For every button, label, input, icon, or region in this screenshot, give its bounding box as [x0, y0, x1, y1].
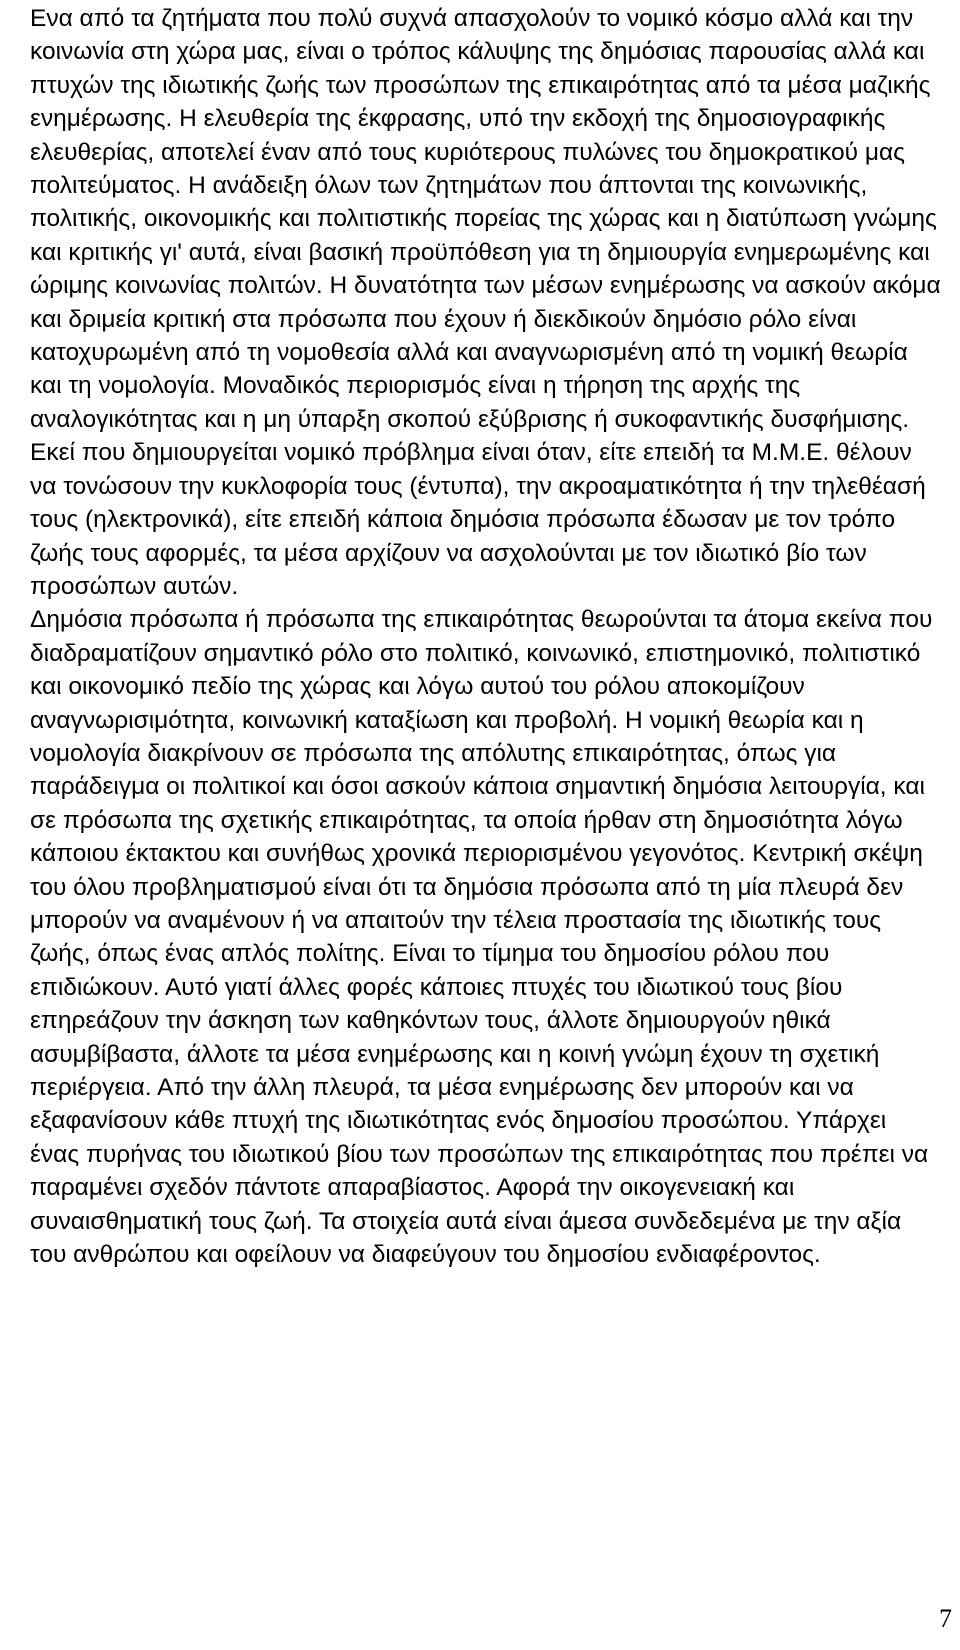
paragraph-media-freedom: Ενα από τα ζητήματα που πολύ συχνά απασχολούν το νομικό κόσμο αλλά και την κοινωνία στη χώρα μας, είναι ο τρόπος κάλυψης της δημόσιας παρουσίας αλλά και πτυχών της ιδιωτικής ζωής των προσώπων της επικαιρότητας από τα μέσα μαζικής ενημέρωσης. Η ελευθερία της έκφρασης, υπό την εκδοχή της δημοσιογραφικής ελευθερίας, αποτελεί έναν από τους κυριότερους πυλώνες του δημοκρατικού μας πολιτεύματος. Η ανάδειξη όλων των ζητημάτων που άπτονται της κοινωνικής, πολιτικής, οικονομικής και πολιτιστικής πορείας της χώρας και η διατύπωση γνώμης και κριτικής γι' αυτά, είναι βασική προϋπόθεση για τη δημιουργία ενημερωμένης και ώριμης κοινωνίας πολιτών. Η δυνατότητα των μέσων ενημέρωσης να ασκούν ακόμα και δριμεία κριτική στα πρόσωπα που έχουν ή διεκδικούν δημόσιο ρόλο είναι κατοχυρωμένη από τη νομοθεσία αλλά και αναγνωρισμένη από τη νομική θεωρία και τη νομολογία. Μοναδικός περιορισμός είναι η τήρηση της αρχής της αναλογικότητας και η μη ύπαρξη σκοπού εξύβρισης ή συκοφαντικής δυσφήμισης. — [30, 5, 941, 433]
paragraph-legal-problem: Εκεί που δημιουργείται νομικό πρόβλημα είναι όταν, είτε επειδή τα Μ.Μ.Ε. θέλουν να τονώσουν την κυκλοφορία τους (έντυπα), την ακροαματικότητα ή την τηλεθέασή τους (ηλεκτρονικά), είτε επειδή κάποια δημόσια πρόσωπα έδωσαν με τον τρόπο ζωής τους αφορμές, τα μέσα αρχίζουν να ασχολούνται με τον ιδιωτικό βίο των προσώπων αυτών. — [30, 439, 926, 600]
paragraph-public-persons: Δημόσια πρόσωπα ή πρόσωπα της επικαιρότητας θεωρούνται τα άτομα εκείνα που διαδραματίζουν σημαντικό ρόλο στο πολιτικό, κοινωνικό, επιστημονικό, πολιτιστικό και οικονομικό πεδίο της χώρας και λόγω αυτού του ρόλου αποκομίζουν αναγνωρισιμότητα, κοινωνική καταξίωση και προβολή. Η νομική θεωρία και η νομολογία διακρίνουν σε πρόσωπα της απόλυτης επικαιρότητας, όπως για παράδειγμα οι πολιτικοί και όσοι ασκούν κάποια σημαντική δημόσια λειτουργία, και σε πρόσωπα της σχετικής επικαιρότητας, τα οποία ήρθαν στη δημοσιότητα λόγω κάποιου έκτακτου και συνήθως χρονικά περιορισμένου γεγονότος. Κεντρική σκέψη του όλου προβληματισμού είναι ότι τα δημόσια πρόσωπα από τη μία πλευρά δεν μπορούν να αναμένουν ή να απαιτούν την τέλεια προστασία της ιδιωτικής τους ζωής, όπως ένας απλός πολίτης. Είναι το τίμημα του δημοσίου ρόλου που επιδιώκουν. Αυτό γιατί άλλες φορές κάποιες πτυχές του ιδιωτικού τους βίου επηρεάζουν την άσκηση των καθηκόντων τους, άλλοτε δημιουργούν ηθικά ασυμβίβαστα, άλλοτε τα μέσα ενημέρωσης και η κοινή γνώμη έχουν τη σχετική περιέργεια. Από την άλλη πλευρά, τα μέσα ενημέρωσης δεν μπορούν και να εξαφανίσουν κάθε πτυχή της ιδιωτικότητας ενός δημοσίου προσώπου. Υπάρχει ένας πυρήνας του ιδιωτικού βίου των προσώπων της επικαιρότητας που πρέπει να παραμένει σχεδόν πάντοτε απαραβίαστος. Αφορά την οικογενειακή και συναισθηματική τους ζωή. Τα στοιχεία αυτά είναι άμεσα συνδεδεμένα με την αξία του ανθρώπου και οφείλουν να διαφεύγουν του δημοσίου ενδιαφέροντος. — [30, 606, 933, 1269]
body-text — [30, 2, 942, 1271]
page-number: 7 — [939, 1604, 952, 1633]
